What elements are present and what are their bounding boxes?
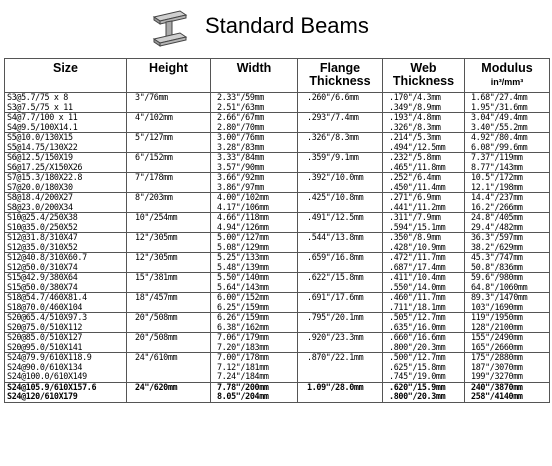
- cell-flange-line: .491"/12.5mm: [307, 213, 364, 222]
- cell-width-line: 6.26"/159mm: [217, 313, 269, 322]
- cell-web: [383, 353, 465, 383]
- cell-size-line: S15@50.0/380X74: [7, 282, 78, 292]
- cell-modulus-line: 24.8"/405mm: [471, 213, 523, 222]
- cell-flange-line: .425"/10.8mm: [307, 193, 364, 202]
- cell-size-line: S12@50.0/310X74: [7, 262, 78, 272]
- cell-web: [383, 133, 465, 153]
- cell-web-line: .232"/5.8mm: [389, 153, 441, 162]
- cell-width: [211, 193, 298, 213]
- cell-web-line: .252"/6.4mm: [389, 173, 441, 182]
- cell-width: [211, 133, 298, 153]
- cell-height-line: 12"/305mm: [135, 233, 178, 242]
- cell-height: [127, 173, 211, 193]
- cell-web-line: .450"/11.4mm: [389, 182, 446, 192]
- cell-size-line: S20@65.4/510X97.3: [7, 313, 87, 322]
- cell-flange: [298, 193, 383, 213]
- cell-flange: [298, 293, 383, 313]
- cell-size-line: S4@7.7/100 x 11: [7, 113, 78, 122]
- cell-width-line: 7.20"/183mm: [217, 342, 269, 352]
- cell-modulus-line: 14.4"/237mm: [471, 193, 523, 202]
- cell-size: [5, 113, 127, 133]
- cell-flange-line: .260"/6.6mm: [307, 93, 359, 102]
- header-web-thickness: Web Thickness: [383, 59, 465, 93]
- table-body: [5, 93, 550, 403]
- cell-modulus-line: 36.3"/597mm: [471, 233, 523, 242]
- cell-modulus-line: 6.08"/99.6mm: [471, 142, 528, 152]
- cell-web-line: .594"/15.1mm: [389, 222, 446, 232]
- cell-size-line: S10@25.4/250X38: [7, 213, 78, 222]
- cell-size-line: S24@90.0/610X134: [7, 362, 83, 372]
- cell-flange-line: .326"/8.3mm: [307, 133, 359, 142]
- cell-width: [211, 173, 298, 193]
- cell-size-line: S3@7.5/75 x 11: [7, 102, 73, 112]
- cell-size: [5, 173, 127, 193]
- cell-web: [383, 253, 465, 273]
- cell-size-line: S18@70.0/460X104: [7, 302, 83, 312]
- cell-height: [127, 133, 211, 153]
- cell-flange-line: .795"/20.1mm: [307, 313, 364, 322]
- cell-size-line: S24@120/610X179: [7, 392, 78, 401]
- cell-size: [5, 153, 127, 173]
- cell-height: [127, 93, 211, 113]
- cell-web-line: .635"/16.0mm: [389, 322, 446, 332]
- cell-modulus-line: 59.6"/980mm: [471, 273, 523, 282]
- cell-modulus-line: 29.4"/482mm: [471, 222, 523, 232]
- cell-flange: [298, 382, 383, 402]
- cell-web-line: .170"/4.3mm: [389, 93, 441, 102]
- cell-width: [211, 233, 298, 253]
- cell-modulus-line: 4.92"/80.4mm: [471, 133, 528, 142]
- cell-size-line: S7@20.0/180X30: [7, 182, 73, 192]
- cell-width-line: 8.05"/204mm: [217, 392, 269, 401]
- cell-modulus-line: 89.3"/1470mm: [471, 293, 528, 302]
- cell-width: [211, 333, 298, 353]
- cell-width: [211, 382, 298, 402]
- cell-flange: [298, 273, 383, 293]
- cell-flange: [298, 213, 383, 233]
- cell-height: [127, 333, 211, 353]
- cell-flange: [298, 253, 383, 273]
- cell-web-line: .745"/19.0mm: [389, 372, 446, 381]
- cell-width: [211, 153, 298, 173]
- cell-width-line: 2.33"/59mm: [217, 93, 264, 102]
- cell-modulus: [465, 93, 550, 113]
- cell-width-line: 6.38"/162mm: [217, 322, 269, 332]
- cell-width-line: 5.00"/127mm: [217, 233, 269, 242]
- header-modulus: [465, 59, 550, 93]
- cell-height-line: 20"/508mm: [135, 313, 178, 322]
- cell-modulus: [465, 253, 550, 273]
- cell-width-line: 3.86"/97mm: [217, 182, 264, 192]
- cell-width: [211, 353, 298, 383]
- table-row: [5, 233, 550, 253]
- cell-size-line: S8@18.4/200X27: [7, 193, 73, 202]
- cell-size-line: S6@12.5/150X19: [7, 153, 73, 162]
- header-flange-thickness: Flange Thickness: [298, 59, 383, 93]
- cell-width: [211, 273, 298, 293]
- cell-flange: [298, 353, 383, 383]
- cell-web-line: .311"/7.9mm: [389, 213, 441, 222]
- cell-width-line: 7.00"/178mm: [217, 353, 269, 362]
- cell-flange: [298, 93, 383, 113]
- cell-height-line: 3"/76mm: [135, 93, 168, 102]
- cell-size: [5, 333, 127, 353]
- cell-web-line: .326"/8.3mm: [389, 122, 441, 132]
- cell-width-line: 4.94"/126mm: [217, 222, 269, 232]
- cell-web-line: .214"/5.3mm: [389, 133, 441, 142]
- cell-modulus: [465, 353, 550, 383]
- header-modulus-unit: in³/mm³: [490, 77, 524, 87]
- cell-flange: [298, 333, 383, 353]
- table-row: [5, 333, 550, 353]
- cell-flange-line: 1.09"/28.0mm: [307, 382, 364, 392]
- cell-modulus-line: 165"/2660mm: [471, 342, 523, 352]
- table-row: [5, 193, 550, 213]
- cell-web: [383, 333, 465, 353]
- cell-width: [211, 313, 298, 333]
- cell-height: [127, 153, 211, 173]
- table-row: [5, 313, 550, 333]
- cell-size: [5, 253, 127, 273]
- cell-size: [5, 353, 127, 383]
- cell-web: [383, 113, 465, 133]
- cell-size-line: S15@42.9/380X64: [7, 273, 78, 282]
- beams-table: [4, 58, 550, 403]
- cell-size-line: S24@79.9/610X118.9: [7, 353, 92, 362]
- cell-web-line: .441"/11.2mm: [389, 202, 446, 212]
- cell-size-line: S7@15.3/180X22.8: [7, 173, 83, 182]
- table-header-row: [5, 59, 550, 93]
- cell-web: [383, 193, 465, 213]
- cell-size: [5, 313, 127, 333]
- cell-modulus-line: 199"/3270mm: [471, 372, 523, 381]
- table-row: [5, 273, 550, 293]
- cell-width-line: 4.66"/118mm: [217, 213, 269, 222]
- cell-modulus-line: 12.1"/198mm: [471, 182, 523, 192]
- cell-width-line: 7.12"/181mm: [217, 362, 269, 372]
- cell-web-line: .271"/6.9mm: [389, 193, 441, 202]
- cell-modulus-line: 64.8"/1060mm: [471, 282, 528, 292]
- cell-width-line: 5.64"/143mm: [217, 282, 269, 292]
- cell-size-line: S4@9.5/100X14.1: [7, 122, 78, 132]
- cell-web-line: .625"/15.8mm: [389, 362, 446, 372]
- cell-modulus: [465, 173, 550, 193]
- cell-flange-line: .293"/7.4mm: [307, 113, 359, 122]
- cell-web-line: .800"/20.3mm: [389, 392, 446, 401]
- cell-height-line: 18"/457mm: [135, 293, 178, 302]
- cell-height-line: 4"/102mm: [135, 113, 173, 122]
- cell-flange-line: .544"/13.8mm: [307, 233, 364, 242]
- cell-height: [127, 193, 211, 213]
- header-modulus-label: Modulus: [481, 61, 533, 75]
- page-title: Standard Beams: [205, 13, 369, 38]
- cell-width-line: 2.80"/70mm: [217, 122, 264, 132]
- cell-modulus: [465, 153, 550, 173]
- cell-size-line: S20@85.0/510X127: [7, 333, 83, 342]
- cell-modulus: [465, 293, 550, 313]
- header-width: Width: [211, 59, 298, 93]
- header-size: Size: [5, 59, 127, 93]
- cell-flange-line: .870"/22.1mm: [307, 353, 364, 362]
- cell-size-line: S5@14.75/130X22: [7, 142, 78, 152]
- cell-flange: [298, 133, 383, 153]
- cell-width-line: 7.06"/179mm: [217, 333, 269, 342]
- cell-size-line: S24@105.9/610X157.6: [7, 382, 97, 392]
- cell-flange-line: .359"/9.1mm: [307, 153, 359, 162]
- cell-size: [5, 293, 127, 313]
- cell-size-line: S10@35.0/250X52: [7, 222, 78, 232]
- cell-modulus: [465, 193, 550, 213]
- cell-web: [383, 273, 465, 293]
- header-height: Height: [127, 59, 211, 93]
- cell-height: [127, 293, 211, 313]
- cell-modulus-line: 258"/4140mm: [471, 392, 523, 401]
- cell-height: [127, 213, 211, 233]
- cell-modulus-line: 155"/2490mm: [471, 333, 523, 342]
- cell-web-line: .193"/4.8mm: [389, 113, 441, 122]
- cell-width: [211, 253, 298, 273]
- cell-width-line: 3.66"/92mm: [217, 173, 264, 182]
- cell-web: [383, 213, 465, 233]
- cell-height: [127, 382, 211, 402]
- cell-flange-line: .920"/23.3mm: [307, 333, 364, 342]
- cell-width: [211, 113, 298, 133]
- cell-web: [383, 313, 465, 333]
- cell-size-line: S12@35.0/310X52: [7, 242, 78, 252]
- cell-modulus-line: 38.2"/629mm: [471, 242, 523, 252]
- cell-height: [127, 233, 211, 253]
- cell-width-line: 3.28"/83mm: [217, 142, 264, 152]
- cell-web-line: .460"/11.7mm: [389, 293, 446, 302]
- cell-modulus: [465, 233, 550, 253]
- cell-height-line: 7"/178mm: [135, 173, 173, 182]
- cell-height-line: 10"/254mm: [135, 213, 178, 222]
- cell-width-line: 5.48"/139mm: [217, 262, 269, 272]
- cell-height-line: 8"/203mm: [135, 193, 173, 202]
- cell-size-line: S8@23.0/200X34: [7, 202, 73, 212]
- cell-height-line: 15"/381mm: [135, 273, 178, 282]
- table-row: [5, 353, 550, 383]
- cell-size: [5, 193, 127, 213]
- cell-flange: [298, 113, 383, 133]
- cell-modulus: [465, 113, 550, 133]
- cell-width: [211, 293, 298, 313]
- cell-height-line: 6"/152mm: [135, 153, 173, 162]
- cell-height-line: 5"/127mm: [135, 133, 173, 142]
- table-row: [5, 213, 550, 233]
- cell-size: [5, 93, 127, 113]
- cell-web: [383, 173, 465, 193]
- table-row: [5, 93, 550, 113]
- cell-width-line: 2.51"/63mm: [217, 102, 264, 112]
- table-row: [5, 153, 550, 173]
- cell-modulus: [465, 213, 550, 233]
- cell-size-line: S12@40.8/310X60.7: [7, 253, 87, 262]
- cell-size-line: S12@31.8/310X47: [7, 233, 78, 242]
- cell-modulus-line: 175"/2880mm: [471, 353, 523, 362]
- cell-size: [5, 133, 127, 153]
- cell-width-line: 6.00"/152mm: [217, 293, 269, 302]
- cell-modulus-line: 128"/2100mm: [471, 322, 523, 332]
- cell-size-line: S5@10.0/130X15: [7, 133, 73, 142]
- cell-size: [5, 273, 127, 293]
- cell-height-line: 20"/508mm: [135, 333, 178, 342]
- cell-modulus-line: 45.3"/747mm: [471, 253, 523, 262]
- cell-web-line: .428"/10.9mm: [389, 242, 446, 252]
- cell-width: [211, 213, 298, 233]
- cell-modulus: [465, 273, 550, 293]
- cell-web-line: .800"/20.3mm: [389, 342, 446, 352]
- cell-width-line: 3.33"/84mm: [217, 153, 264, 162]
- cell-size-line: S3@5.7/75 x 8: [7, 93, 68, 102]
- i-beam-icon: [150, 9, 190, 49]
- cell-height: [127, 313, 211, 333]
- cell-modulus-line: 1.95"/31.6mm: [471, 102, 528, 112]
- cell-modulus: [465, 333, 550, 353]
- cell-width-line: 5.08"/129mm: [217, 242, 269, 252]
- cell-web-line: .687"/17.4mm: [389, 262, 446, 272]
- cell-size: [5, 213, 127, 233]
- cell-flange-line: .622"/15.8mm: [307, 273, 364, 282]
- cell-height: [127, 353, 211, 383]
- cell-modulus-line: 1.68"/27.4mm: [471, 93, 528, 102]
- cell-width-line: 7.24"/184mm: [217, 372, 269, 381]
- table-row: [5, 133, 550, 153]
- cell-width-line: 3.57"/90mm: [217, 162, 264, 172]
- cell-width-line: 2.66"/67mm: [217, 113, 264, 122]
- cell-modulus-line: 10.5"/172mm: [471, 173, 523, 182]
- cell-modulus-line: 50.8"/836mm: [471, 262, 523, 272]
- cell-size-line: S20@95.0/510X141: [7, 342, 83, 352]
- cell-web-line: .465"/11.8mm: [389, 162, 446, 172]
- table-row: [5, 293, 550, 313]
- cell-web-line: .550"/14.0mm: [389, 282, 446, 292]
- cell-web: [383, 233, 465, 253]
- cell-size-line: S6@17.25/X150X26: [7, 162, 83, 172]
- table-row: [5, 253, 550, 273]
- cell-size: [5, 382, 127, 402]
- cell-height-line: 24"/610mm: [135, 353, 178, 362]
- cell-flange: [298, 313, 383, 333]
- cell-size: [5, 233, 127, 253]
- cell-modulus: [465, 133, 550, 153]
- cell-width-line: 5.50"/140mm: [217, 273, 269, 282]
- cell-web-line: .505"/12.7mm: [389, 313, 446, 322]
- cell-width: [211, 93, 298, 113]
- cell-web-line: .411"/10.4mm: [389, 273, 446, 282]
- cell-flange-line: .392"/10.0mm: [307, 173, 364, 182]
- cell-modulus-line: 119"/1950mm: [471, 313, 523, 322]
- cell-modulus-line: 3.04"/49.4mm: [471, 113, 528, 122]
- cell-web: [383, 382, 465, 402]
- cell-flange: [298, 173, 383, 193]
- cell-web-line: .500"/12.7mm: [389, 353, 446, 362]
- cell-width-line: 3.00"/76mm: [217, 133, 264, 142]
- cell-web-line: .711"/18.1mm: [389, 302, 446, 312]
- cell-flange: [298, 153, 383, 173]
- cell-web-line: .349"/8.9mm: [389, 102, 441, 112]
- cell-flange-line: .659"/16.8mm: [307, 253, 364, 262]
- cell-modulus: [465, 382, 550, 402]
- table-row: [5, 173, 550, 193]
- table-row: [5, 113, 550, 133]
- cell-width-line: 4.17"/106mm: [217, 202, 269, 212]
- cell-width-line: 5.25"/133mm: [217, 253, 269, 262]
- cell-modulus-line: 16.2"/266mm: [471, 202, 523, 212]
- cell-modulus-line: 103"/1690mm: [471, 302, 523, 312]
- cell-height-line: 24"/620mm: [135, 382, 178, 392]
- cell-height: [127, 253, 211, 273]
- cell-flange: [298, 233, 383, 253]
- cell-modulus-line: 240"/3870mm: [471, 382, 523, 392]
- cell-web-line: .494"/12.5mm: [389, 142, 446, 152]
- cell-web-line: .472"/11.7mm: [389, 253, 446, 262]
- cell-modulus-line: 187"/3070mm: [471, 362, 523, 372]
- cell-flange-line: .691"/17.6mm: [307, 293, 364, 302]
- cell-height: [127, 273, 211, 293]
- cell-size-line: S18@54.7/460X81.4: [7, 293, 87, 302]
- cell-web-line: .620"/15.9mm: [389, 382, 446, 392]
- header: [0, 0, 552, 56]
- cell-size-line: S24@100.0/610X149: [7, 372, 87, 381]
- cell-web: [383, 293, 465, 313]
- cell-web-line: .350"/8.9mm: [389, 233, 441, 242]
- cell-height-line: 12"/305mm: [135, 253, 178, 262]
- cell-width-line: 4.00"/102mm: [217, 193, 269, 202]
- cell-width-line: 7.78"/200mm: [217, 382, 269, 392]
- cell-web-line: .660"/16.6mm: [389, 333, 446, 342]
- cell-width-line: 6.25"/159mm: [217, 302, 269, 312]
- cell-height: [127, 113, 211, 133]
- cell-modulus: [465, 313, 550, 333]
- cell-size-line: S20@75.0/510X112: [7, 322, 83, 332]
- table-row: [5, 382, 550, 402]
- cell-web: [383, 93, 465, 113]
- cell-modulus-line: 3.40"/55.2mm: [471, 122, 528, 132]
- cell-modulus-line: 8.77"/143mm: [471, 162, 523, 172]
- cell-modulus-line: 7.37"/119mm: [471, 153, 523, 162]
- cell-web: [383, 153, 465, 173]
